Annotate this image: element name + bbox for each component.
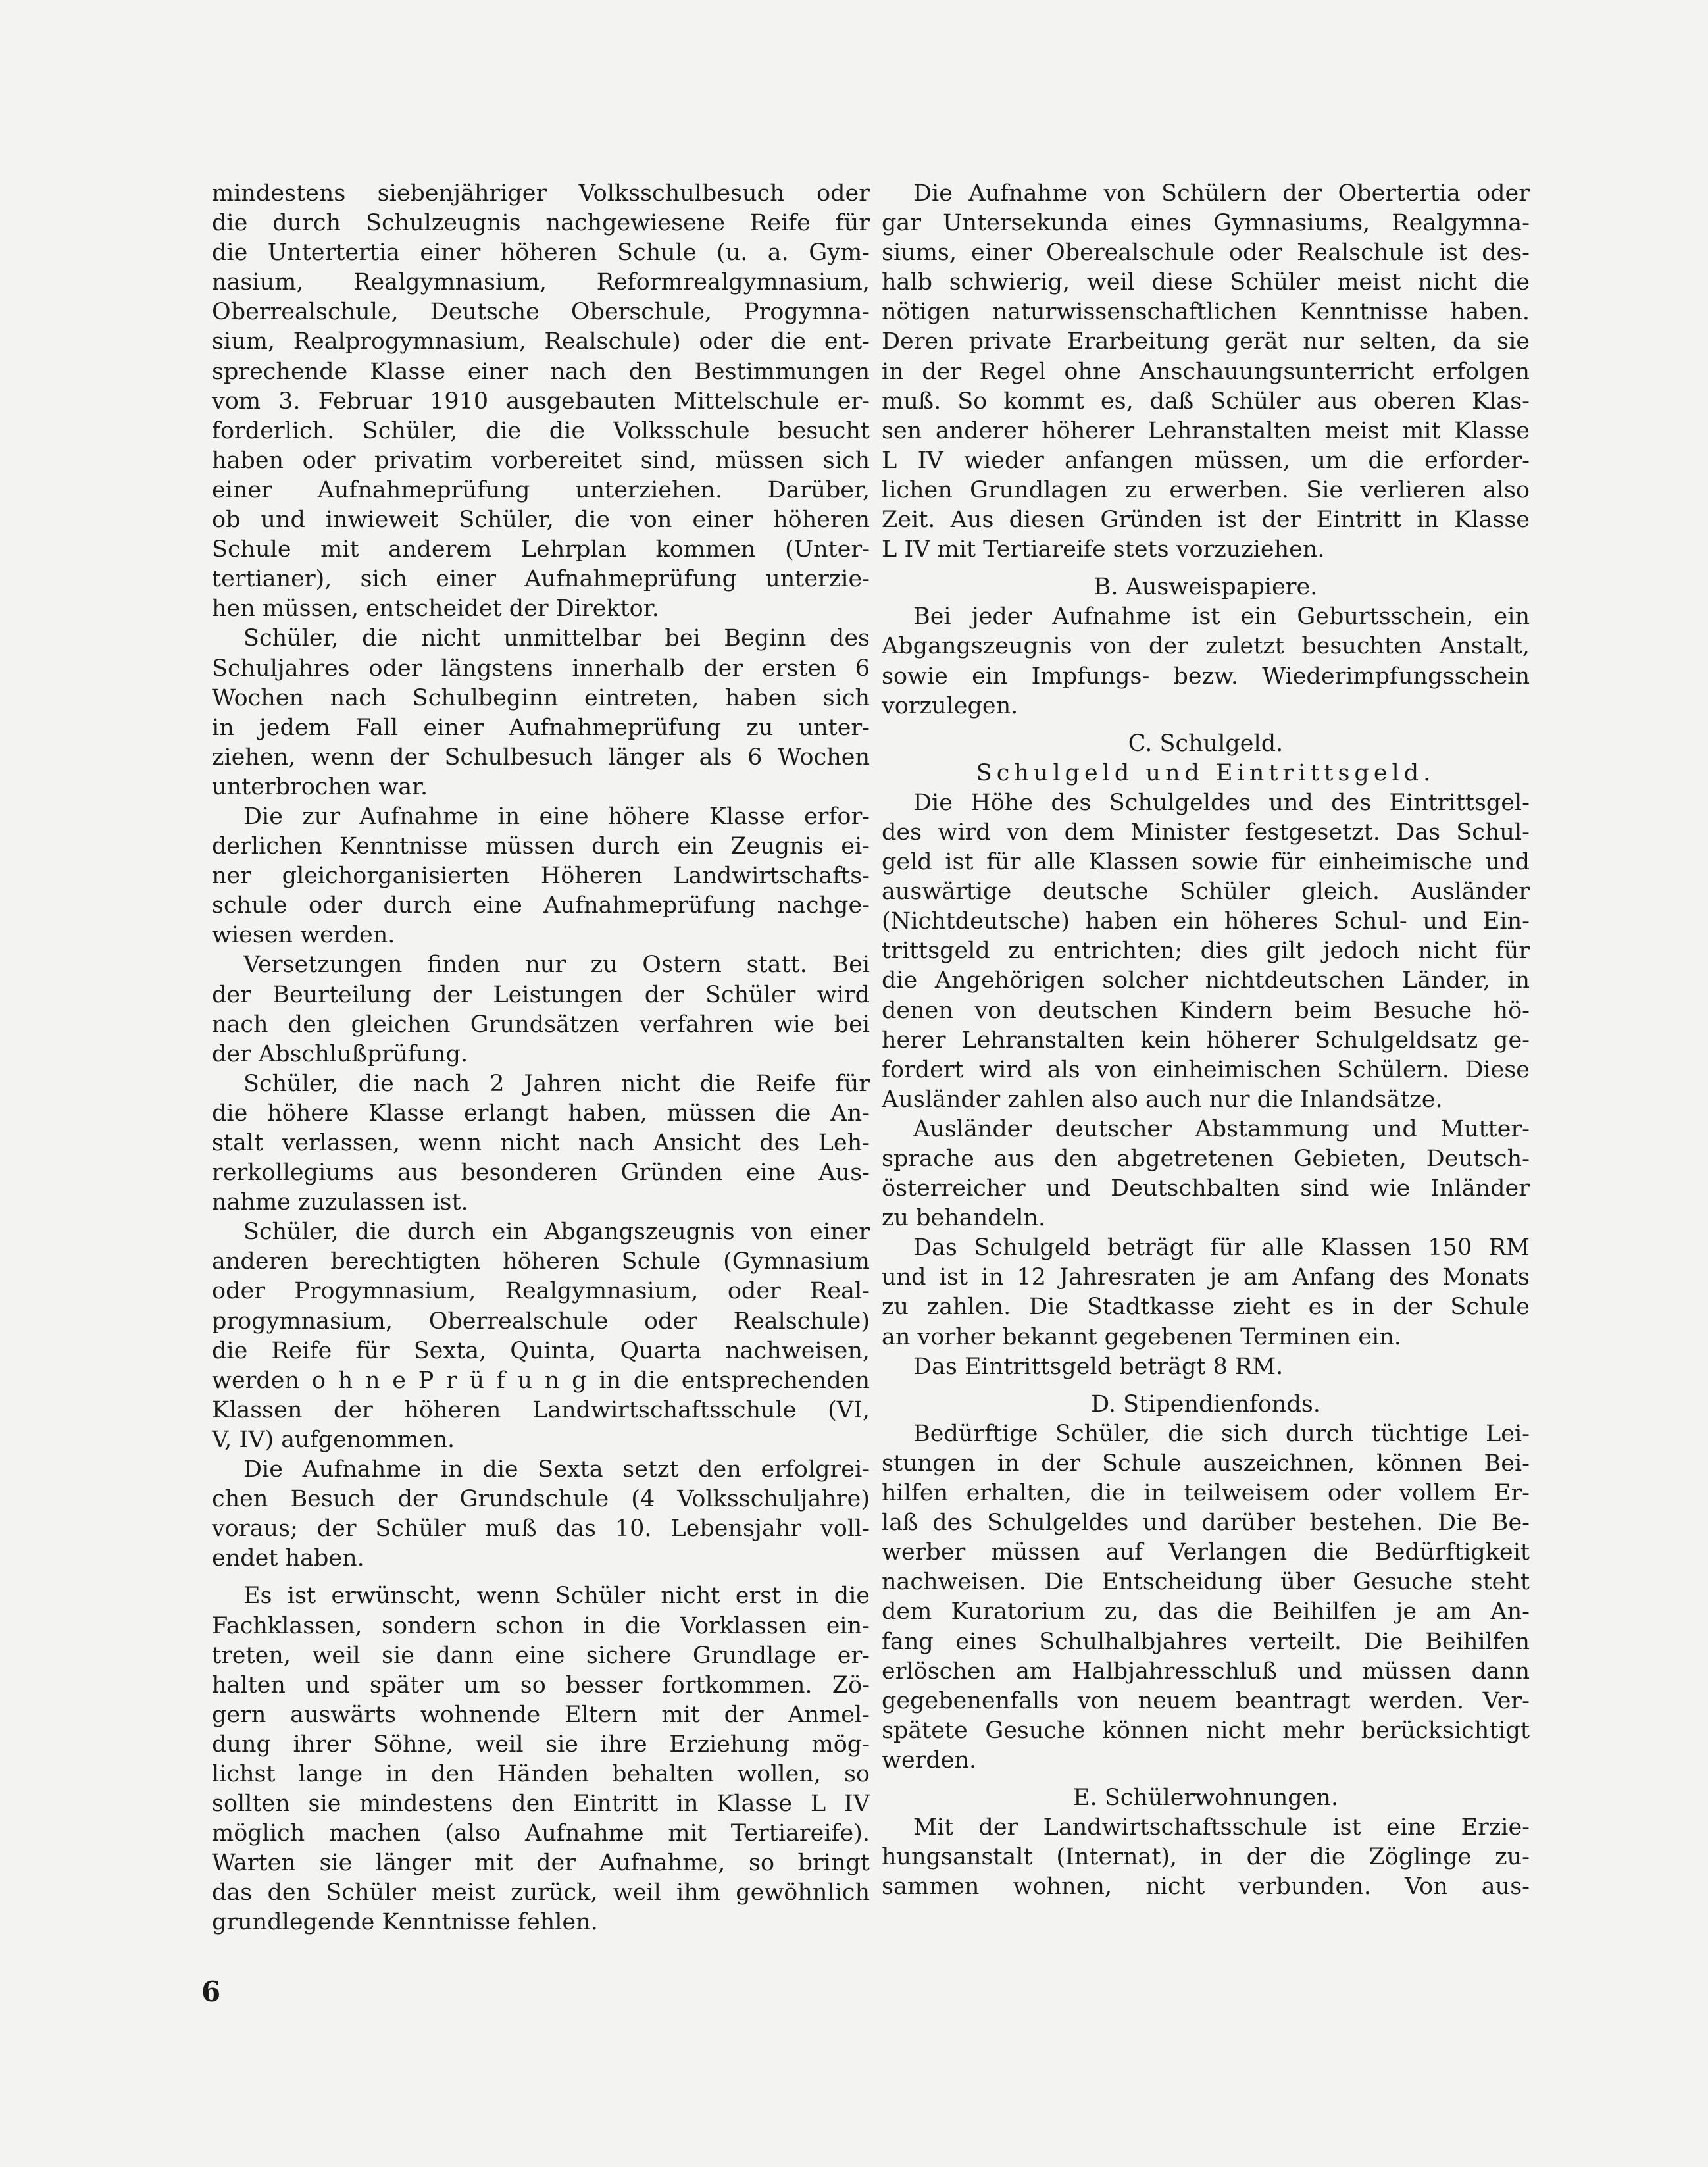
text-line: Wochen nach Schulbeginn eintreten, haben sich [212, 684, 870, 711]
text-line: Das Eintrittsgeld beträgt 8 RM. [913, 1353, 1284, 1380]
text-line: Bedürftige Schüler, die sich durch tüchtige Lei- [913, 1420, 1530, 1447]
text-line: treten, weil sie dann eine sichere Grundlage er- [212, 1642, 870, 1669]
text-line: österreicher und Deutschbalten sind wie Inländer [882, 1175, 1530, 1202]
right-column [882, 179, 1530, 1902]
text-line: tertianer), sich einer Aufnahmeprüfung unterzie- [212, 566, 870, 593]
text-line: werden o h n e P r ü f u n g in die entsprechenden [212, 1367, 870, 1394]
text-line: ziehen, wenn der Schulbesuch länger als 6 Wochen [212, 744, 870, 771]
text-line: sprechende Klasse einer nach den Bestimmungen [212, 358, 870, 385]
text-line: sium, Realprogymnasium, Realschule) oder die ent- [212, 328, 870, 355]
text-line: Das Schulgeld beträgt für alle Klassen 150 RM [913, 1235, 1530, 1262]
text-line: erlöschen am Halbjahresschluß und müssen dann [882, 1658, 1530, 1685]
text-line: ob und inwieweit Schüler, die von einer höheren [212, 507, 870, 534]
text-line: denen von deutschen Kindern beim Besuche hö- [882, 997, 1530, 1024]
text-line: halb schwierig, weil diese Schüler meist nicht die [882, 269, 1530, 296]
text-line: hungsanstalt (Internat), in der die Zöglinge zu- [882, 1844, 1530, 1871]
text-line: der Beurteilung der Leistungen der Schüler wird [212, 981, 870, 1008]
text-line: anderen berechtigten höheren Schule (Gymnasium [212, 1248, 870, 1275]
text-line: möglich machen (also Aufnahme mit Tertiareife). [212, 1820, 870, 1847]
left-column [212, 179, 870, 1938]
text-line: Abgangszeugnis von der zuletzt besuchten Anstalt, [882, 633, 1530, 660]
text-line: L IV wieder anfangen müssen, um die erforder- [882, 447, 1530, 474]
section-heading-d: D. Stipendienfonds. [1091, 1390, 1320, 1417]
section-heading-b: B. Ausweispapiere. [1093, 574, 1318, 601]
text-line: Die Höhe des Schulgeldes und des Eintrittsgel- [913, 789, 1530, 816]
text-line: Ausländer deutscher Abstammung und Mutter- [913, 1115, 1530, 1142]
text-line: gern auswärts wohnende Eltern mit der Anmel- [212, 1701, 870, 1728]
text-line: der Abschlußprüfung. [212, 1040, 468, 1067]
text-line: Warten sie länger mit der Aufnahme, so bringt [212, 1850, 870, 1877]
text-line: lichst lange in den Händen behalten wollen, so [212, 1760, 870, 1787]
text-line: grundlegende Kenntnisse fehlen. [212, 1909, 598, 1936]
text-line: Ausländer zahlen also auch nur die Inlandsätze. [882, 1086, 1443, 1113]
text-line: derlichen Kenntnisse müssen durch ein Zeugnis ei- [212, 833, 870, 860]
text-line: werden. [882, 1746, 977, 1773]
section-heading-c: C. Schulgeld. [1128, 730, 1284, 757]
text-line: sowie ein Impfungs- bezw. Wiederimpfungsschein [882, 663, 1530, 690]
text-line: Fachklassen, sondern schon in die Vorklassen ein- [212, 1612, 870, 1639]
page-number: 6 [201, 1976, 221, 2008]
text-line: endet haben. [212, 1545, 364, 1572]
text-line: an vorher bekannt gegebenen Terminen ein. [882, 1323, 1401, 1350]
text-line: des wird von dem Minister festgesetzt. Das Schul- [882, 819, 1530, 846]
text-line: die Reife für Sexta, Quinta, Quarta nachweisen, [212, 1337, 870, 1364]
text-line: stungen in der Schule auszeichnen, können Bei- [882, 1450, 1530, 1477]
text-line: chen Besuch der Grundschule (4 Volksschuljahre) [212, 1486, 870, 1513]
text-line: trittsgeld zu entrichten; dies gilt jedoch nicht für [882, 938, 1530, 965]
text-line: forderlich. Schüler, die die Volksschule besucht [212, 417, 870, 444]
text-line: unterbrochen war. [212, 773, 428, 800]
text-line: schule oder durch eine Aufnahmeprüfung nachge- [212, 892, 870, 919]
text-line: sen anderer höherer Lehranstalten meist mit Klasse [882, 417, 1530, 444]
text-line: Versetzungen finden nur zu Ostern statt. Bei [243, 952, 870, 979]
text-line: sollten sie mindestens den Eintritt in Klasse L IV [212, 1791, 870, 1818]
text-line: spätete Gesuche können nicht mehr berücksichtigt [882, 1717, 1530, 1744]
text-line: gegebenenfalls von neuem beantragt werden. Ver- [882, 1687, 1530, 1714]
text-line: die höhere Klasse erlangt haben, müssen die An- [212, 1100, 870, 1127]
text-line: sammen wohnen, nicht verbunden. Von aus- [882, 1874, 1530, 1900]
text-line: nahme zuzulassen ist. [212, 1189, 468, 1216]
text-line: Die zur Aufnahme in eine höhere Klasse erfor- [243, 803, 870, 830]
text-line: Die Aufnahme in die Sexta setzt den erfolgrei- [243, 1456, 870, 1483]
text-line: und ist in 12 Jahresraten je am Anfang des Monats [882, 1264, 1530, 1291]
text-line: nachweisen. Die Entscheidung über Gesuche steht [882, 1569, 1530, 1596]
text-line: mindestens siebenjähriger Volksschulbesuch oder [212, 180, 870, 207]
text-line: in der Regel ohne Anschauungsunterricht erfolgen [882, 358, 1530, 385]
text-line: einer Aufnahmeprüfung unterziehen. Darüber, [212, 476, 870, 503]
text-line: die Angehörigen solcher nichtdeutschen Länder, in [882, 967, 1530, 994]
text-line: hilfen erhalten, die in teilweisem oder vollem Er- [882, 1480, 1530, 1507]
text-line: siums, einer Oberealschule oder Realschule ist des- [882, 240, 1530, 267]
text-line: zu behandeln. [882, 1205, 1046, 1232]
text-line: das den Schüler meist zurück, weil ihm gewöhnlich [212, 1879, 870, 1906]
text-line: voraus; der Schüler muß das 10. Lebensjahr voll- [212, 1516, 870, 1542]
text-line: in jedem Fall einer Aufnahmeprüfung zu unter- [212, 714, 870, 741]
text-line: L IV mit Tertiareife stets vorzuziehen. [882, 536, 1325, 563]
text-line: Es ist erwünscht, wenn Schüler nicht erst in die [243, 1583, 870, 1610]
text-line: Bei jeder Aufnahme ist ein Geburtsschein, ein [913, 603, 1530, 630]
text-line: dem Kuratorium zu, das die Beihilfen je am An- [882, 1598, 1530, 1625]
text-line: Oberrealschule, Deutsche Oberschule, Progymna- [212, 299, 870, 326]
text-line: hen müssen, entscheidet der Direktor. [212, 596, 659, 623]
text-line: nasium, Realgymnasium, Reformrealgymnasium, [212, 269, 870, 296]
text-line: oder Progymnasium, Realgymnasium, oder Real- [212, 1278, 870, 1305]
text-line: herer Lehranstalten kein höherer Schulgeldsatz ge- [882, 1027, 1530, 1054]
text-line: Schüler, die durch ein Abgangszeugnis von einer [243, 1219, 870, 1246]
text-line: werber müssen auf Verlangen die Bedürftigkeit [882, 1539, 1530, 1566]
text-line: Schüler, die nach 2 Jahren nicht die Reife für [243, 1070, 870, 1097]
text-line: (Nichtdeutsche) haben ein höheres Schul- und Ein- [882, 908, 1530, 935]
text-line: gar Untersekunda eines Gymnasiums, Realgymna- [882, 210, 1530, 237]
text-line: Zeit. Aus diesen Gründen ist der Eintritt in Klasse [882, 507, 1530, 534]
text-line: haben oder privatim vorbereitet sind, müssen sich [212, 447, 870, 474]
text-line: vom 3. Februar 1910 ausgebauten Mittelschule er- [212, 388, 870, 415]
text-line: Schüler, die nicht unmittelbar bei Beginn des [243, 625, 870, 652]
text-line: ner gleichorganisierten Höheren Landwirtschafts- [212, 863, 870, 890]
text-line: zu zahlen. Die Stadtkasse zieht es in der Schule [882, 1294, 1530, 1321]
text-line: halten und später um so besser fortkommen. Zö- [212, 1671, 870, 1698]
text-line: sprache aus den abgetretenen Gebieten, Deutsch- [882, 1146, 1530, 1172]
text-line: dung ihrer Söhne, weil sie ihre Erziehung mög- [212, 1731, 870, 1758]
text-line: V, IV) aufgenommen. [212, 1426, 455, 1453]
text-line: progymnasium, Oberrealschule oder Realschule) [212, 1308, 870, 1335]
text-line: nötigen naturwissenschaftlichen Kenntnisse haben. [882, 299, 1530, 326]
text-line: laß des Schulgeldes und darüber bestehen. Die Be- [882, 1510, 1530, 1537]
text-line: die durch Schulzeugnis nachgewiesene Reife für [212, 210, 870, 237]
text-line: geld ist für alle Klassen sowie für einheimische und [882, 849, 1530, 876]
text-line: die Untertertia einer höheren Schule (u. a. Gym- [212, 240, 870, 267]
text-line: rerkollegiums aus besonderen Gründen eine Aus- [212, 1160, 870, 1186]
text-line: Klassen der höheren Landwirtschaftsschule (VI, [212, 1396, 870, 1423]
text-line: vorzulegen. [882, 692, 1018, 719]
text-line: Schule mit anderem Lehrplan kommen (Unter- [212, 536, 870, 563]
text-line: lichen Grundlagen zu erwerben. Sie verlieren also [882, 476, 1530, 503]
text-line: auswärtige deutsche Schüler gleich. Ausländer [882, 879, 1530, 905]
text-line: wiesen werden. [212, 922, 395, 949]
text-line: nach den gleichen Grundsätzen verfahren wie bei [212, 1011, 870, 1038]
subheading-schulgeld: Schulgeld und Eintrittsgeld. [976, 759, 1436, 786]
text-line: Deren private Erarbeitung gerät nur selten, da sie [882, 328, 1530, 355]
text-line: Mit der Landwirtschaftsschule ist eine Erzie- [913, 1814, 1530, 1841]
text-line: Schuljahres oder längstens innerhalb der ersten 6 [212, 655, 870, 682]
section-heading-e: E. Schülerwohnungen. [1072, 1784, 1339, 1811]
text-line: fang eines Schulhalbjahres verteilt. Die Beihilfen [882, 1628, 1530, 1655]
text-line: muß. So kommt es, daß Schüler aus oberen Klas- [882, 388, 1530, 415]
text-line: Die Aufnahme von Schülern der Obertertia oder [913, 180, 1530, 207]
text-line: fordert wird als von einheimischen Schülern. Diese [882, 1056, 1530, 1083]
text-line: stalt verlassen, wenn nicht nach Ansicht des Leh- [212, 1130, 870, 1156]
